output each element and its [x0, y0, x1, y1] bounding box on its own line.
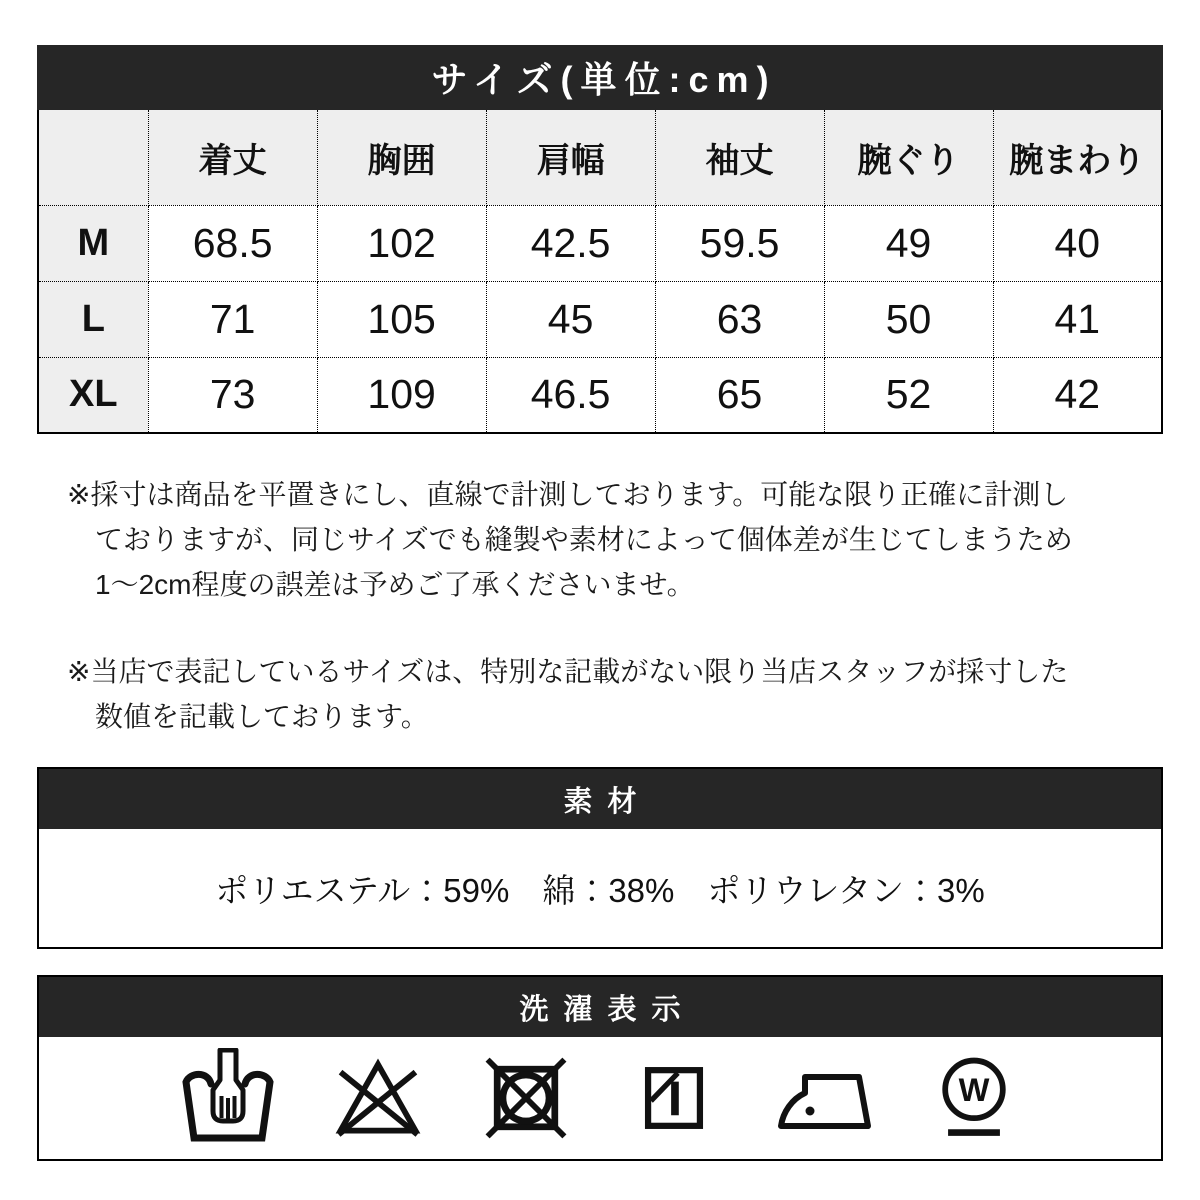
- material-composition: ポリエステル：59% 綿：38% ポリウレタン：3%: [215, 871, 985, 909]
- table-row-m: [38, 205, 1162, 281]
- col-header-shoulder: 肩幅: [486, 109, 655, 205]
- do-not-tumble-dry-icon: [478, 1050, 574, 1146]
- line-dry-in-shade-icon: [626, 1050, 722, 1146]
- cell-value: 42: [993, 357, 1162, 433]
- laundry-section: [37, 975, 1163, 1161]
- size-label-l: L: [38, 281, 148, 357]
- laundry-icons-row: [39, 1037, 1161, 1159]
- col-header-armhole: 腕ぐり: [824, 109, 993, 205]
- cell-value: 45: [486, 281, 655, 357]
- measurement-note: [37, 472, 1163, 607]
- size-label-xl: XL: [38, 357, 148, 433]
- cell-value: 71: [148, 281, 317, 357]
- laundry-section-title: 洗濯表示: [39, 977, 1161, 1037]
- note-line: ※採寸は商品を平置きにし、直線で計測しております。可能な限り正確に計測し: [67, 479, 1069, 510]
- col-header-body-length: 着丈: [148, 109, 317, 205]
- cell-value: 49: [824, 205, 993, 281]
- cell-value: 46.5: [486, 357, 655, 433]
- cell-value: 40: [993, 205, 1162, 281]
- hand-wash-icon: [178, 1048, 278, 1148]
- cell-value: 42.5: [486, 205, 655, 281]
- size-listing-note: [37, 649, 1163, 739]
- note-line: 1〜2cm程度の誤差は予めご了承くださいませ。: [95, 569, 695, 600]
- table-row-xl: [38, 357, 1162, 433]
- cell-value: 59.5: [655, 205, 824, 281]
- cell-value: 41: [993, 281, 1162, 357]
- do-not-bleach-icon: [330, 1050, 426, 1146]
- cell-value: 105: [317, 281, 486, 357]
- cell-value: 63: [655, 281, 824, 357]
- size-table-title-row: [38, 46, 1162, 109]
- wet-clean-gentle-icon: [926, 1050, 1022, 1146]
- material-section-title: 素材: [39, 769, 1161, 829]
- cell-value: 109: [317, 357, 486, 433]
- corner-cell: [38, 109, 148, 205]
- size-table-header-row: [38, 109, 1162, 205]
- size-table: [37, 45, 1163, 434]
- cell-value: 50: [824, 281, 993, 357]
- cell-value: 65: [655, 357, 824, 433]
- col-header-chest: 胸囲: [317, 109, 486, 205]
- cell-value: 68.5: [148, 205, 317, 281]
- cell-value: 73: [148, 357, 317, 433]
- col-header-sleeve: 袖丈: [655, 109, 824, 205]
- note-line: ておりますが、同じサイズでも縫製や素材によって個体差が生じてしまうため: [95, 524, 1073, 555]
- table-row-l: [38, 281, 1162, 357]
- material-section: [37, 767, 1163, 949]
- note-line: ※当店で表記しているサイズは、特別な記載がない限り当店スタッフが採寸した: [67, 656, 1069, 687]
- note-line: 数値を記載しております。: [95, 701, 429, 732]
- cell-value: 52: [824, 357, 993, 433]
- iron-low-heat-icon: [774, 1052, 874, 1144]
- svg-text:W: W: [958, 1070, 990, 1108]
- cell-value: 102: [317, 205, 486, 281]
- size-table-title: サイズ(単位:cm): [38, 46, 1162, 109]
- size-label-m: M: [38, 205, 148, 281]
- col-header-arm-width: 腕まわり: [993, 109, 1162, 205]
